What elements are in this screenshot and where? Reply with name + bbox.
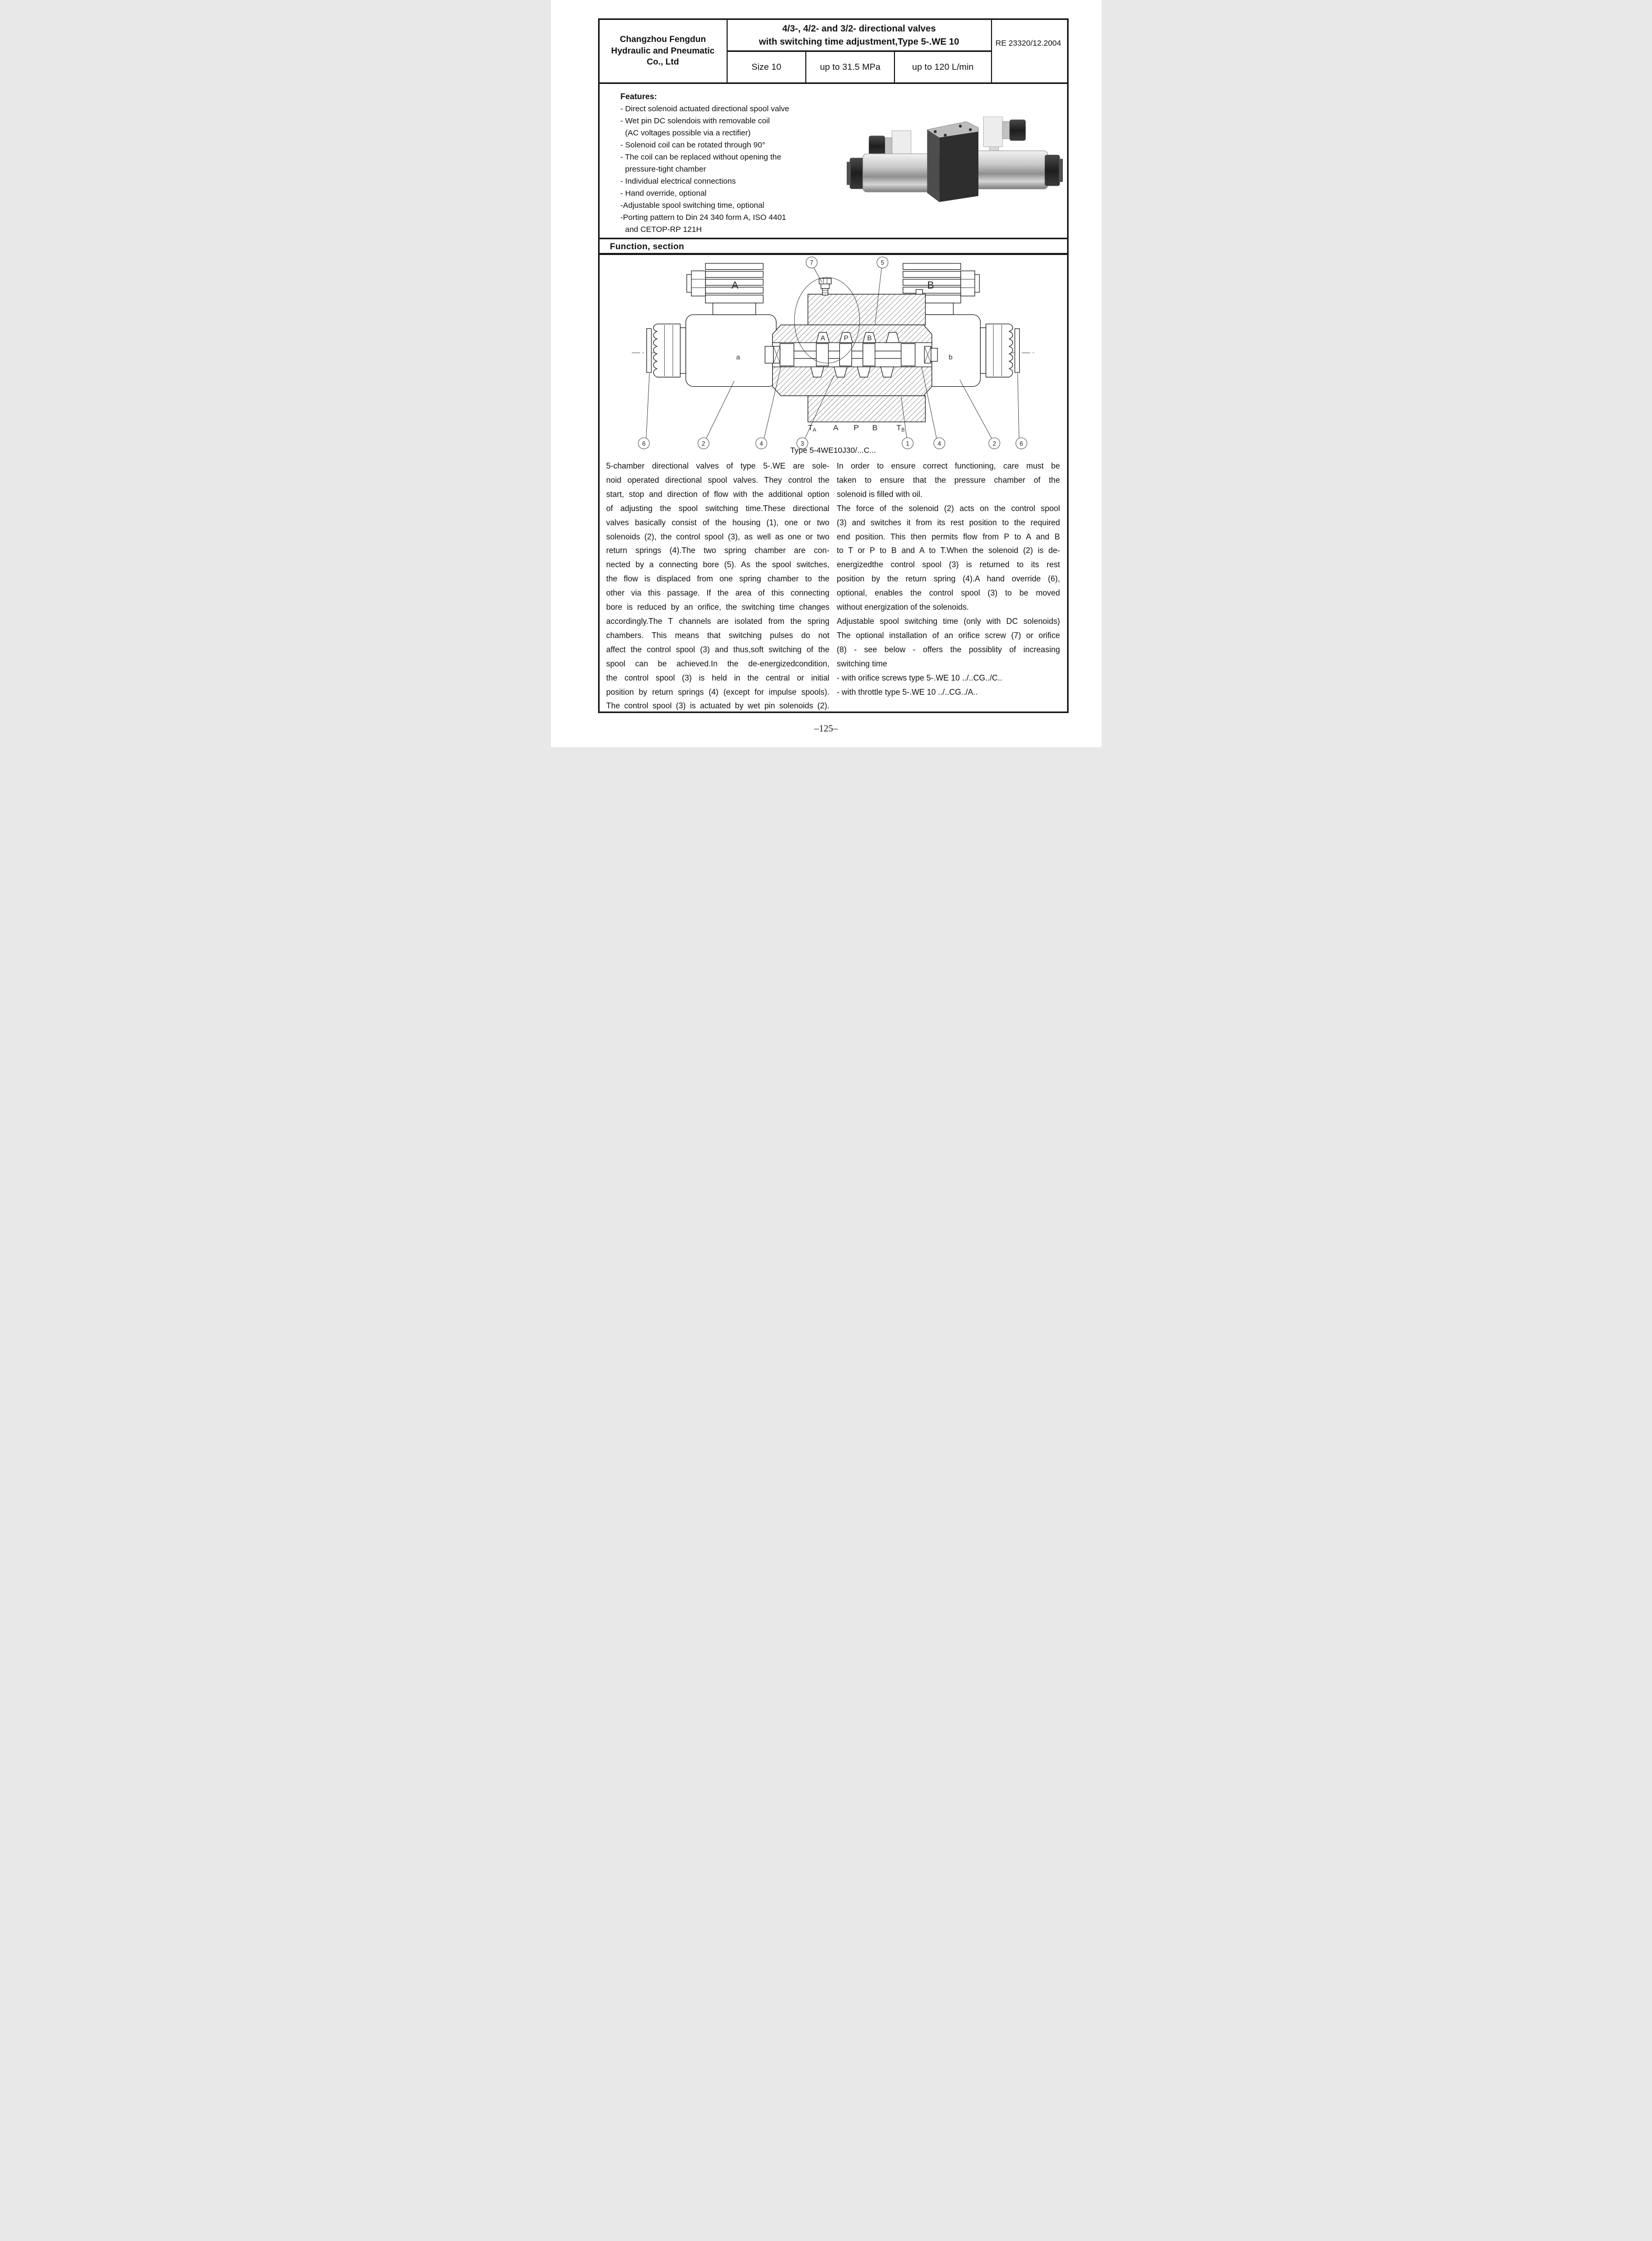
spool-end-plug bbox=[765, 346, 773, 363]
text-line: the flow is displaced from one spring chamber to the bbox=[606, 575, 829, 584]
solenoid-tube-left bbox=[686, 315, 776, 387]
text-line: nected by a connecting bore (5). As the spool switches, bbox=[606, 560, 829, 570]
valve-section-drawing bbox=[623, 255, 1043, 455]
spool-land bbox=[863, 344, 875, 366]
text-line: the control spool (3) is held in the central or initial bbox=[606, 673, 829, 683]
svg-text:4: 4 bbox=[759, 441, 763, 448]
svg-text:B: B bbox=[872, 423, 878, 433]
spec-row bbox=[728, 52, 991, 82]
spool-land bbox=[839, 344, 851, 366]
svg-text:1: 1 bbox=[905, 441, 910, 448]
coil-b-label: B bbox=[927, 279, 934, 291]
hand-override-knurl bbox=[654, 324, 680, 377]
housing-lower-block bbox=[808, 396, 925, 422]
text-line: taken to ensure that the pressure chamber of the bbox=[837, 475, 1060, 485]
solenoid-end bbox=[847, 162, 851, 185]
svg-text:3: 3 bbox=[801, 441, 804, 448]
pressure-cell: up to 31.5 MPa bbox=[805, 52, 894, 82]
text-line: other via this passage. If the area of this connecting bbox=[606, 589, 829, 598]
feature-item: - The coil can be replaced without opening the bbox=[620, 153, 782, 162]
svg-text:7: 7 bbox=[809, 260, 814, 267]
spool-land bbox=[780, 344, 794, 366]
side-label-a: a bbox=[736, 353, 740, 361]
doc-title-line2: with switching time adjustment,Type 5-.WE 10 bbox=[759, 36, 960, 47]
housing-upper-block bbox=[808, 294, 925, 325]
svg-text:6: 6 bbox=[642, 441, 646, 448]
washer bbox=[1015, 328, 1019, 373]
spool-port-label-a: A bbox=[820, 334, 825, 342]
adapter-ring bbox=[980, 328, 986, 374]
text-line: valves basically consist of the housing (1), one or two bbox=[606, 518, 829, 527]
text-line: affect the control spool (3) and thus,soft switching of the bbox=[606, 645, 829, 654]
svg-text:2: 2 bbox=[701, 441, 706, 448]
coil-a-label: A bbox=[731, 279, 739, 291]
text-line: The optional installation of an orifice screw (7) or orifice bbox=[837, 631, 1060, 640]
hand-override-knurl bbox=[986, 324, 1012, 377]
washer bbox=[647, 328, 652, 373]
svg-text:2: 2 bbox=[993, 441, 996, 448]
features-section bbox=[600, 84, 1067, 238]
feature-item: - Wet pin DC solendois with removable coil bbox=[620, 116, 770, 125]
doc-ref: RE 23320/12.2004 bbox=[991, 20, 1067, 82]
coil-connector-left bbox=[687, 263, 763, 315]
svg-text:4: 4 bbox=[937, 441, 941, 448]
spool-port-label-b: B bbox=[867, 334, 872, 342]
text-line: - with orifice screws type 5-.WE 10 ../..CG../C.. bbox=[837, 673, 1003, 683]
port-labels bbox=[808, 423, 905, 433]
text-line: end position. This then permits flow from P to A and B bbox=[837, 532, 1060, 541]
product-photo-image bbox=[847, 116, 1063, 205]
text-line: bore is reduced by an orifice, the switching time changes bbox=[606, 603, 829, 612]
body-column-right bbox=[837, 460, 1060, 714]
doc-title bbox=[728, 20, 991, 52]
svg-text:P: P bbox=[854, 423, 859, 433]
text-line: position by the return spring (4).A hand override (6), bbox=[837, 575, 1060, 584]
return-spring-right bbox=[924, 346, 931, 363]
feature-item: - Hand override, optional bbox=[620, 189, 707, 198]
company-name: Changzhou Fengdun Hydraulic and Pneumatic Co., Ltd bbox=[600, 20, 728, 82]
header-middle bbox=[728, 20, 991, 82]
svg-text:TA: TA bbox=[808, 423, 816, 433]
feature-item: and CETOP-RP 121H bbox=[625, 225, 702, 234]
text-line: energizedthe control spool (3) is returned to its rest bbox=[837, 560, 1060, 570]
side-label-b: b bbox=[948, 353, 953, 361]
solenoid-end-cap bbox=[1045, 155, 1060, 186]
text-line: switching time bbox=[837, 659, 888, 668]
diagram-caption: Type 5-4WE10J30/...C... bbox=[790, 446, 876, 455]
body-text bbox=[600, 455, 1067, 714]
solenoid-end bbox=[1059, 159, 1063, 182]
function-section-diagram bbox=[600, 255, 1067, 455]
solenoid-tube bbox=[972, 151, 1048, 189]
text-line: chambers. This means that switching pulses do not bbox=[606, 631, 829, 640]
features-heading: Features: bbox=[620, 92, 657, 101]
connector-plug bbox=[1009, 120, 1026, 141]
text-line: Adjustable spool switching time (only with DC solenoids) bbox=[837, 617, 1060, 626]
connector-ring bbox=[1003, 122, 1009, 139]
flow-cell: up to 120 L/min bbox=[894, 52, 991, 82]
text-line: The force of the solenoid (2) acts on the control spool bbox=[837, 504, 1060, 513]
return-spring-left bbox=[773, 346, 780, 363]
connector-ring bbox=[884, 137, 891, 155]
feature-item: -Porting pattern to Din 24 340 form A, ISO 4401 bbox=[620, 213, 786, 222]
text-line: spool can be achieved.In the de-energizedcondition, bbox=[606, 659, 829, 668]
feature-item: (AC voltages possible via a rectifier) bbox=[625, 129, 751, 137]
text-line: In order to ensure correct functioning, care must be bbox=[837, 462, 1060, 471]
text-line: 5-chamber directional valves of type 5-.WE are sole- bbox=[606, 462, 829, 471]
text-line: position by return springs (4) (except for impulse spools). bbox=[606, 687, 829, 697]
text-line: (8) - see below - offers the possiblity of increasing bbox=[837, 645, 1060, 654]
svg-text:5: 5 bbox=[880, 260, 884, 267]
text-line: solenoids (2), the control spool (3), as well as one or two bbox=[606, 532, 829, 541]
text-line: optional, enables the control spool (3) to be moved bbox=[837, 589, 1060, 598]
header-table bbox=[600, 20, 1067, 84]
page-number: –125– bbox=[814, 723, 838, 734]
adapter-ring bbox=[680, 328, 686, 374]
text-line: - with throttle type 5-.WE 10 ../..CG../A.. bbox=[837, 687, 978, 697]
feature-item: - Individual electrical connections bbox=[620, 177, 736, 186]
svg-text:A: A bbox=[833, 423, 839, 433]
spool-land bbox=[901, 344, 915, 366]
function-section-heading: Function, section bbox=[600, 238, 1067, 255]
svg-text:6: 6 bbox=[1019, 441, 1024, 448]
valve-body bbox=[939, 132, 978, 202]
text-line: (3) and switches it from its rest position to the required bbox=[837, 518, 1060, 527]
datasheet-page bbox=[551, 0, 1102, 747]
page-frame bbox=[598, 18, 1069, 713]
text-line: The control spool (3) is actuated by wet pin solenoids (2). bbox=[606, 702, 829, 711]
body-column-left bbox=[606, 460, 830, 714]
spool-port-label-p: P bbox=[844, 334, 849, 342]
size-cell: Size 10 bbox=[751, 62, 782, 72]
connector-block bbox=[983, 116, 1002, 146]
text-line: without energization of the solenoids. bbox=[837, 603, 969, 612]
feature-item: - Solenoid coil can be rotated through 90° bbox=[620, 141, 765, 150]
text-line: start, stop and direction of flow with the additional option bbox=[606, 490, 829, 499]
text-line: noid operated directional spool valves. They control the bbox=[606, 475, 829, 485]
text-line: to T or P to B and A to T.When the solenoid (2) is de- bbox=[837, 546, 1060, 556]
housing-stub bbox=[916, 290, 922, 294]
text-line: return springs (4).The two spring chamber are con- bbox=[606, 546, 829, 556]
text-line: of adjusting the spool switching time.These directional bbox=[606, 504, 829, 513]
text-line: solenoid is filled with oil. bbox=[837, 490, 923, 499]
orifice-screw bbox=[819, 278, 831, 295]
doc-title-line1: 4/3-, 4/2- and 3/2- directional valves bbox=[782, 23, 936, 34]
feature-item: pressure-tight chamber bbox=[625, 165, 706, 174]
spool-end-plug bbox=[931, 348, 937, 362]
text-line: accordingly.The T channels are isolated from the spring bbox=[606, 617, 829, 626]
svg-text:TB: TB bbox=[896, 423, 905, 433]
valve-body-side bbox=[927, 130, 939, 202]
feature-item: - Direct solenoid actuated directional spool valve bbox=[620, 104, 790, 113]
feature-item: -Adjustable spool switching time, optional bbox=[620, 201, 764, 210]
